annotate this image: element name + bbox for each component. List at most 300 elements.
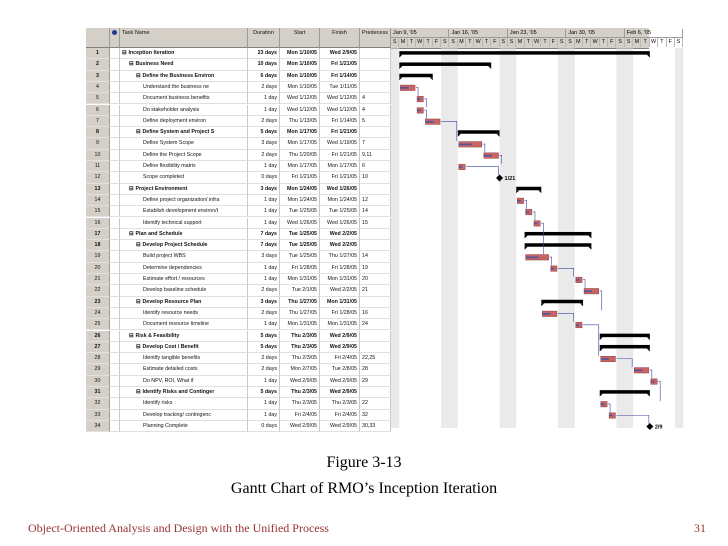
task-indicator <box>110 421 120 432</box>
task-duration[interactable]: 6 days <box>248 71 280 82</box>
task-duration[interactable]: 1 day <box>248 398 280 409</box>
header-finish[interactable] <box>320 28 360 48</box>
task-name[interactable] <box>120 59 248 70</box>
summary-bar-start-tip <box>399 66 402 69</box>
task-predecessors[interactable]: 4 <box>360 93 391 104</box>
task-indicator <box>110 251 120 262</box>
task-predecessors[interactable] <box>360 184 391 195</box>
task-finish[interactable]: Wed 2/9/05 <box>320 48 360 59</box>
task-finish[interactable]: Tue 1/25/05 <box>320 206 360 217</box>
task-progress-bar <box>417 110 420 112</box>
task-start[interactable]: Mon 1/10/05 <box>280 82 320 93</box>
task-finish[interactable]: Wed 1/12/05 <box>320 105 360 116</box>
task-predecessors[interactable]: 21 <box>360 285 391 296</box>
timescale-day: S <box>508 38 516 47</box>
timescale-day: M <box>516 38 524 47</box>
task-id: 19 <box>86 251 110 262</box>
task-row[interactable] <box>86 398 391 409</box>
task-name-label: Develop Resource Plan <box>142 298 202 305</box>
task-name[interactable] <box>120 240 248 251</box>
weekend-shade <box>566 48 574 428</box>
task-finish[interactable]: Wed 2/9/05 <box>320 421 360 432</box>
collapse-toggle-icon[interactable]: ⊟ <box>136 72 141 79</box>
timescale-day: T <box>424 38 432 47</box>
task-name[interactable] <box>120 421 248 432</box>
task-indicator <box>110 331 120 342</box>
timescale-day: F <box>491 38 499 47</box>
task-duration[interactable]: 5 days <box>248 331 280 342</box>
task-indicator <box>110 161 120 172</box>
task-name[interactable] <box>120 353 248 364</box>
task-start[interactable]: Thu 1/27/05 <box>280 297 320 308</box>
task-row[interactable] <box>86 274 391 285</box>
summary-bar-end-tip <box>647 55 650 58</box>
task-start[interactable]: Tue 1/25/05 <box>280 206 320 217</box>
header-indicators <box>110 28 120 48</box>
collapse-toggle-icon[interactable]: ⊟ <box>129 230 134 237</box>
task-duration[interactable]: 2 days <box>248 308 280 319</box>
task-name-label: Risk & Feasibility <box>135 332 180 339</box>
task-row[interactable] <box>86 161 391 172</box>
task-finish[interactable]: Wed 2/9/05 <box>320 342 360 353</box>
task-name[interactable] <box>120 116 248 127</box>
task-predecessors[interactable]: 19 <box>360 263 391 274</box>
summary-bar-start-tip <box>399 55 402 58</box>
task-predecessors[interactable]: 12 <box>360 195 391 206</box>
timescale-day: F <box>433 38 441 47</box>
summary-bar-end-tip <box>538 190 541 193</box>
task-duration[interactable]: 2 days <box>248 82 280 93</box>
task-name[interactable] <box>120 71 248 82</box>
footer-course-title: Object-Oriented Analysis and Design with the Unified Process <box>28 521 329 535</box>
task-name[interactable] <box>120 82 248 93</box>
task-indicator <box>110 82 120 93</box>
task-id: 33 <box>86 410 110 421</box>
task-row[interactable] <box>86 48 391 59</box>
task-start[interactable]: Thu 1/27/05 <box>280 308 320 319</box>
task-predecessors[interactable]: 24 <box>360 319 391 330</box>
task-name[interactable] <box>120 387 248 398</box>
collapse-toggle-icon[interactable]: ⊟ <box>136 129 141 136</box>
task-finish[interactable]: Fri 1/21/05 <box>320 172 360 183</box>
task-indicator <box>110 138 120 149</box>
task-start[interactable]: Mon 1/24/05 <box>280 195 320 206</box>
task-finish[interactable]: Fri 1/28/05 <box>320 308 360 319</box>
task-name[interactable] <box>120 105 248 116</box>
task-start[interactable]: Thu 1/13/05 <box>280 116 320 127</box>
task-row[interactable] <box>86 229 391 240</box>
collapse-toggle-icon[interactable]: ⊟ <box>129 185 134 192</box>
task-duration[interactable]: 5 days <box>248 127 280 138</box>
task-indicator <box>110 263 120 274</box>
task-finish[interactable]: Mon 1/31/05 <box>320 274 360 285</box>
task-start[interactable]: Fri 1/21/05 <box>280 172 320 183</box>
task-row[interactable] <box>86 251 391 262</box>
task-id: 6 <box>86 105 110 116</box>
task-indicator <box>110 319 120 330</box>
task-finish[interactable]: Fri 2/4/05 <box>320 353 360 364</box>
task-name[interactable] <box>120 319 248 330</box>
task-progress-bar <box>526 257 539 259</box>
collapse-toggle-icon[interactable]: ⊟ <box>129 61 134 68</box>
timescale-day: W <box>416 38 424 47</box>
summary-bar <box>541 300 583 304</box>
timescale-week: Jan 9, '05 <box>391 29 449 38</box>
task-row[interactable] <box>86 285 391 296</box>
task-row[interactable] <box>86 421 391 432</box>
task-predecessors[interactable] <box>360 229 391 240</box>
task-predecessors[interactable] <box>360 331 391 342</box>
task-id: 9 <box>86 138 110 149</box>
summary-bar-end-tip <box>588 235 591 238</box>
task-name[interactable] <box>120 93 248 104</box>
task-name[interactable] <box>120 376 248 387</box>
task-row[interactable] <box>86 195 391 206</box>
task-duration[interactable]: 3 days <box>248 184 280 195</box>
task-start[interactable]: Mon 1/10/05 <box>280 48 320 59</box>
task-row[interactable] <box>86 263 391 274</box>
task-predecessors[interactable]: 22,25 <box>360 353 391 364</box>
task-duration[interactable]: 2 days <box>248 353 280 364</box>
timescale-day: T <box>408 38 416 47</box>
task-finish[interactable]: Wed 2/9/05 <box>320 387 360 398</box>
task-start[interactable]: Wed 2/9/05 <box>280 376 320 387</box>
task-start[interactable]: Tue 1/25/05 <box>280 240 320 251</box>
task-row[interactable] <box>86 308 391 319</box>
task-duration[interactable]: 0 days <box>248 172 280 183</box>
header-start-label: Start <box>293 30 306 36</box>
dependency-link <box>600 291 602 311</box>
task-start[interactable]: Mon 1/10/05 <box>280 59 320 70</box>
task-predecessors[interactable] <box>360 71 391 82</box>
task-name[interactable] <box>120 138 248 149</box>
task-name[interactable] <box>120 297 248 308</box>
timescale-day: S <box>449 38 457 47</box>
task-finish[interactable]: Mon 1/31/05 <box>320 297 360 308</box>
task-start[interactable]: Mon 1/31/05 <box>280 274 320 285</box>
task-name-label: Project Environment <box>135 185 188 192</box>
summary-bar <box>399 51 649 55</box>
task-predecessors[interactable]: 30,33 <box>360 421 391 432</box>
task-row[interactable] <box>86 206 391 217</box>
collapse-toggle-icon[interactable]: ⊟ <box>122 50 127 56</box>
task-duration[interactable]: 7 days <box>248 240 280 251</box>
task-name-label: Develop tracking/ contingenc <box>143 411 212 418</box>
dependency-link <box>424 99 426 107</box>
task-row[interactable] <box>86 297 391 308</box>
task-duration[interactable]: 23 days <box>248 48 280 59</box>
task-finish[interactable]: Wed 2/2/05 <box>320 285 360 296</box>
task-start[interactable]: Thu 1/20/05 <box>280 150 320 161</box>
task-predecessors[interactable]: 5 <box>360 116 391 127</box>
task-row[interactable] <box>86 364 391 375</box>
task-start[interactable]: Wed 2/9/05 <box>280 421 320 432</box>
task-name[interactable] <box>120 398 248 409</box>
task-row[interactable] <box>86 376 391 387</box>
task-progress-bar <box>576 324 579 326</box>
task-predecessors[interactable]: 20 <box>360 274 391 285</box>
header-predecessors[interactable] <box>360 28 391 48</box>
task-start[interactable]: Thu 2/3/05 <box>280 387 320 398</box>
task-row[interactable] <box>86 127 391 138</box>
task-duration[interactable]: 1 day <box>248 263 280 274</box>
task-predecessors[interactable]: 4 <box>360 105 391 116</box>
summary-bar <box>600 334 650 338</box>
task-finish[interactable]: Fri 1/14/05 <box>320 71 360 82</box>
task-finish[interactable]: Fri 1/21/05 <box>320 59 360 70</box>
task-row[interactable] <box>86 387 391 398</box>
task-start[interactable]: Wed 1/12/05 <box>280 105 320 116</box>
task-name-label: Document business benefits <box>143 95 210 102</box>
task-start[interactable]: Mon 2/7/05 <box>280 364 320 375</box>
task-predecessors[interactable]: 7 <box>360 138 391 149</box>
task-name[interactable] <box>120 150 248 161</box>
task-predecessors[interactable] <box>360 82 391 93</box>
task-duration[interactable]: 1 day <box>248 206 280 217</box>
summary-bar-start-tip <box>399 77 402 80</box>
collapse-toggle-icon[interactable]: ⊟ <box>136 242 141 249</box>
timescale-day: T <box>583 38 591 47</box>
page-number: 31 <box>694 521 706 535</box>
task-duration[interactable]: 2 days <box>248 150 280 161</box>
task-predecessors[interactable] <box>360 48 391 59</box>
task-progress-bar <box>551 268 554 270</box>
task-duration[interactable]: 0 days <box>248 421 280 432</box>
task-predecessors[interactable]: 29 <box>360 376 391 387</box>
task-start[interactable]: Mon 1/17/05 <box>280 161 320 172</box>
task-duration[interactable]: 7 days <box>248 229 280 240</box>
task-duration[interactable]: 1 day <box>248 376 280 387</box>
task-finish[interactable]: Fri 1/21/05 <box>320 150 360 161</box>
task-predecessors[interactable] <box>360 387 391 398</box>
timescale-day: T <box>658 38 666 47</box>
task-start[interactable]: Thu 2/3/05 <box>280 398 320 409</box>
task-row[interactable] <box>86 353 391 364</box>
task-finish[interactable]: Wed 2/9/05 <box>320 376 360 387</box>
task-finish[interactable]: Mon 1/31/05 <box>320 319 360 330</box>
task-start[interactable]: Tue 1/25/05 <box>280 251 320 262</box>
task-predecessors[interactable]: 6 <box>360 161 391 172</box>
task-indicator <box>110 93 120 104</box>
task-name[interactable] <box>120 127 248 138</box>
task-name[interactable] <box>120 342 248 353</box>
task-predecessors[interactable]: 10 <box>360 172 391 183</box>
task-finish[interactable]: Tue 2/8/05 <box>320 364 360 375</box>
task-duration[interactable]: 3 days <box>248 138 280 149</box>
task-row[interactable] <box>86 184 391 195</box>
task-duration[interactable]: 10 days <box>248 59 280 70</box>
task-row[interactable] <box>86 331 391 342</box>
task-name[interactable] <box>120 274 248 285</box>
task-name[interactable] <box>120 285 248 296</box>
task-start[interactable]: Fri 2/4/05 <box>280 410 320 421</box>
task-name-label: Do stakeholder analysis <box>143 106 200 113</box>
task-duration[interactable]: 1 day <box>248 274 280 285</box>
task-row[interactable] <box>86 319 391 330</box>
task-start[interactable]: Mon 1/17/05 <box>280 138 320 149</box>
header-task-name[interactable] <box>120 28 248 48</box>
task-row[interactable] <box>86 172 391 183</box>
task-finish[interactable]: Mon 1/17/05 <box>320 161 360 172</box>
task-row[interactable] <box>86 71 391 82</box>
weekend-shade <box>441 48 449 428</box>
task-predecessors[interactable]: 14 <box>360 206 391 217</box>
timescale-day: S <box>558 38 566 47</box>
weekend-shade <box>675 48 683 428</box>
task-finish[interactable]: Tue 1/11/05 <box>320 82 360 93</box>
task-name[interactable] <box>120 172 248 183</box>
task-row[interactable] <box>86 410 391 421</box>
task-finish[interactable]: Fri 1/28/05 <box>320 263 360 274</box>
task-predecessors[interactable]: 22 <box>360 398 391 409</box>
task-duration[interactable]: 1 day <box>248 195 280 206</box>
task-start[interactable]: Wed 1/26/05 <box>280 218 320 229</box>
task-predecessors[interactable] <box>360 342 391 353</box>
task-start[interactable]: Thu 2/3/05 <box>280 331 320 342</box>
task-duration[interactable]: 3 days <box>248 297 280 308</box>
task-name[interactable] <box>120 161 248 172</box>
task-row[interactable] <box>86 342 391 353</box>
task-duration[interactable]: 1 day <box>248 410 280 421</box>
collapse-toggle-icon[interactable]: ⊟ <box>136 343 141 350</box>
task-name[interactable] <box>120 195 248 206</box>
task-start[interactable]: Fri 1/28/05 <box>280 263 320 274</box>
task-duration[interactable]: 5 days <box>248 387 280 398</box>
task-finish[interactable]: Wed 1/26/05 <box>320 218 360 229</box>
task-name-label: Develop baseline schedule <box>143 287 207 294</box>
task-row[interactable] <box>86 105 391 116</box>
task-start[interactable]: Tue 2/1/05 <box>280 285 320 296</box>
timescale-day: F <box>608 38 616 47</box>
timescale-day: T <box>466 38 474 47</box>
task-id: 20 <box>86 263 110 274</box>
task-predecessors[interactable] <box>360 127 391 138</box>
timescale-header <box>391 28 681 49</box>
task-indicator <box>110 297 120 308</box>
task-start[interactable]: Thu 2/3/05 <box>280 353 320 364</box>
task-row[interactable] <box>86 93 391 104</box>
task-predecessors[interactable] <box>360 59 391 70</box>
dependency-link <box>466 167 498 175</box>
task-finish[interactable]: Wed 2/9/05 <box>320 331 360 342</box>
task-predecessors[interactable]: 9,11 <box>360 150 391 161</box>
task-predecessors[interactable] <box>360 240 391 251</box>
task-id: 16 <box>86 218 110 229</box>
task-name[interactable] <box>120 308 248 319</box>
task-name[interactable] <box>120 184 248 195</box>
summary-bar-start-tip <box>600 394 603 397</box>
collapse-toggle-icon[interactable]: ⊟ <box>136 298 141 305</box>
task-name[interactable] <box>120 206 248 217</box>
task-start[interactable]: Wed 1/12/05 <box>280 93 320 104</box>
task-finish[interactable]: Wed 1/26/05 <box>320 184 360 195</box>
task-row[interactable] <box>86 218 391 229</box>
task-predecessors[interactable]: 28 <box>360 364 391 375</box>
task-duration[interactable]: 1 day <box>248 319 280 330</box>
task-name[interactable] <box>120 229 248 240</box>
task-row[interactable] <box>86 150 391 161</box>
task-row[interactable] <box>86 59 391 70</box>
task-predecessors[interactable]: 16 <box>360 308 391 319</box>
task-name[interactable] <box>120 48 248 59</box>
header-task-name-label: Task Name <box>122 30 150 36</box>
task-id: 4 <box>86 82 110 93</box>
task-predecessors[interactable]: 32 <box>360 410 391 421</box>
task-start[interactable]: Mon 1/31/05 <box>280 319 320 330</box>
summary-bar-start-tip <box>525 247 528 250</box>
task-row[interactable] <box>86 116 391 127</box>
summary-bar-end-tip <box>488 66 491 69</box>
task-progress-bar <box>601 358 609 360</box>
task-name[interactable] <box>120 364 248 375</box>
task-name[interactable] <box>120 410 248 421</box>
collapse-toggle-icon[interactable]: ⊟ <box>136 389 141 395</box>
collapse-toggle-icon[interactable]: ⊟ <box>129 332 134 339</box>
task-start[interactable]: Mon 1/10/05 <box>280 71 320 82</box>
task-duration[interactable]: 1 day <box>248 93 280 104</box>
task-name[interactable] <box>120 218 248 229</box>
task-row[interactable] <box>86 82 391 93</box>
task-finish[interactable]: Mon 1/24/05 <box>320 195 360 206</box>
task-progress-bar <box>634 370 642 372</box>
task-indicator <box>110 285 120 296</box>
task-finish[interactable]: Fri 2/4/05 <box>320 410 360 421</box>
task-finish[interactable]: Fri 1/21/05 <box>320 127 360 138</box>
task-duration[interactable]: 2 days <box>248 116 280 127</box>
task-indicator <box>110 184 120 195</box>
timescale-day: S <box>625 38 633 47</box>
task-finish[interactable]: Thu 2/3/05 <box>320 398 360 409</box>
task-finish[interactable]: Fri 1/14/05 <box>320 116 360 127</box>
timescale-week: Jan 23, '05 <box>508 29 566 38</box>
task-name-label: Identify risks <box>143 400 173 407</box>
task-start[interactable]: Tue 1/25/05 <box>280 229 320 240</box>
task-duration[interactable]: 2 days <box>248 364 280 375</box>
task-finish[interactable]: Wed 2/2/05 <box>320 229 360 240</box>
task-name-label: Inception Iteration <box>128 50 175 56</box>
task-name[interactable] <box>120 331 248 342</box>
task-duration[interactable]: 1 day <box>248 105 280 116</box>
task-predecessors[interactable]: 14 <box>360 251 391 262</box>
task-predecessors[interactable]: 15 <box>360 218 391 229</box>
task-name-label: Develop Cost / Benefit <box>142 343 199 350</box>
summary-bar-end-tip <box>497 134 500 137</box>
task-predecessors[interactable] <box>360 297 391 308</box>
summary-bar-start-tip <box>525 235 528 238</box>
task-duration[interactable]: 2 days <box>248 285 280 296</box>
timescale-day: W <box>533 38 541 47</box>
task-finish[interactable]: Thu 1/27/05 <box>320 251 360 262</box>
task-row[interactable] <box>86 240 391 251</box>
task-name[interactable] <box>120 251 248 262</box>
task-start[interactable]: Thu 2/3/05 <box>280 342 320 353</box>
task-start[interactable]: Mon 1/17/05 <box>280 127 320 138</box>
task-finish[interactable]: Wed 1/12/05 <box>320 93 360 104</box>
task-row[interactable] <box>86 138 391 149</box>
task-finish[interactable]: Wed 1/19/05 <box>320 138 360 149</box>
task-duration[interactable]: 1 day <box>248 218 280 229</box>
task-name-label: Define deployment environ <box>143 117 207 124</box>
task-name[interactable] <box>120 263 248 274</box>
header-duration[interactable] <box>248 28 280 48</box>
header-start[interactable] <box>280 28 320 48</box>
task-finish[interactable]: Wed 2/2/05 <box>320 240 360 251</box>
task-duration[interactable]: 5 days <box>248 342 280 353</box>
task-start[interactable]: Mon 1/24/05 <box>280 184 320 195</box>
task-duration[interactable]: 3 days <box>248 251 280 262</box>
timescale-week: Jan 30, '05 <box>566 29 624 38</box>
task-duration[interactable]: 1 day <box>248 161 280 172</box>
